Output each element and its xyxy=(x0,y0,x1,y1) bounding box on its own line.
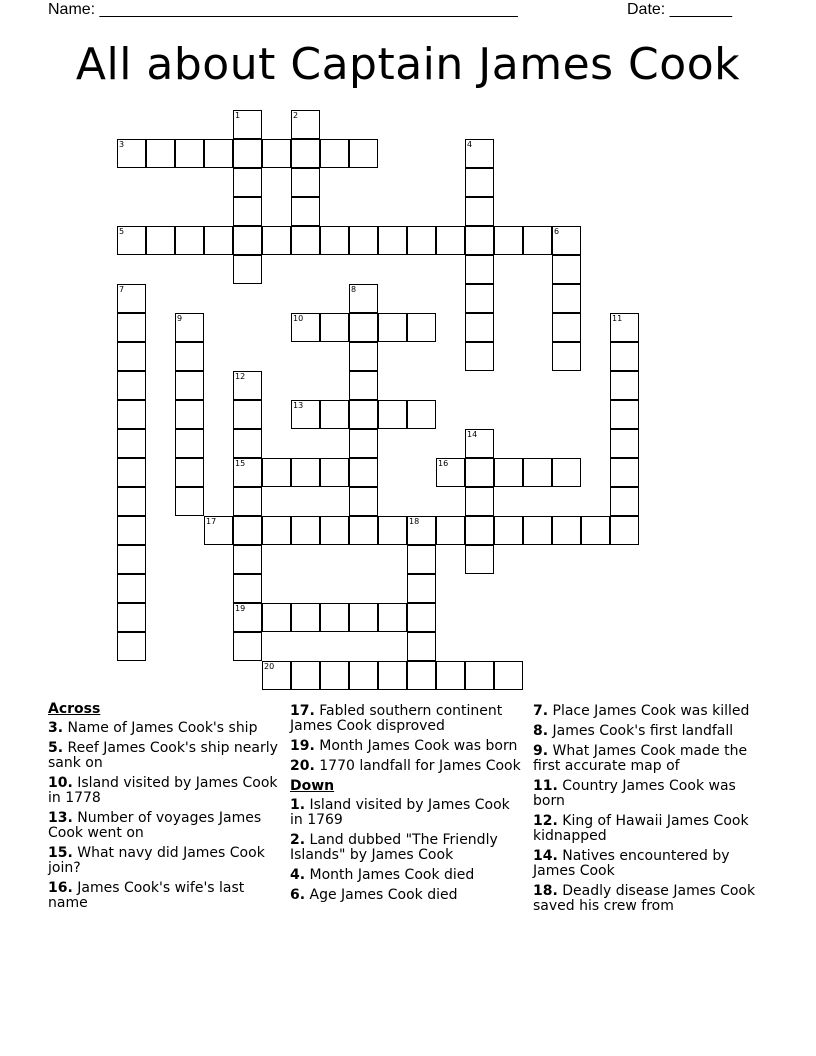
grid-cell[interactable] xyxy=(291,458,320,487)
grid-cell[interactable] xyxy=(117,545,146,574)
grid-cell[interactable] xyxy=(610,429,639,458)
grid-cell[interactable] xyxy=(117,458,146,487)
grid-cell[interactable] xyxy=(233,197,262,226)
clue-item-number: 15. xyxy=(48,845,73,861)
clue-item-number: 2. xyxy=(290,832,306,848)
clue-number: 12 xyxy=(235,372,246,381)
clue-item-text: Reef James Cook's ship nearly sank on xyxy=(48,740,278,771)
grid-cell[interactable] xyxy=(233,139,262,168)
grid-cell[interactable] xyxy=(291,197,320,226)
clue-number: 19 xyxy=(235,604,246,613)
grid-cell[interactable] xyxy=(349,342,378,371)
grid-cell[interactable] xyxy=(117,139,146,168)
grid-cell[interactable] xyxy=(378,661,407,690)
grid-cell[interactable] xyxy=(378,313,407,342)
grid-cell[interactable] xyxy=(465,226,494,255)
grid-cell[interactable] xyxy=(117,516,146,545)
grid-cell[interactable] xyxy=(117,284,146,313)
grid-cell[interactable] xyxy=(117,342,146,371)
grid-cell[interactable] xyxy=(175,313,204,342)
clue-number: 2 xyxy=(293,111,299,120)
clue-item xyxy=(290,704,522,734)
clue-item-text: What James Cook made the first accurate map of xyxy=(533,743,748,774)
grid-cell[interactable] xyxy=(465,313,494,342)
grid-cell[interactable] xyxy=(175,458,204,487)
grid-cell[interactable] xyxy=(291,168,320,197)
grid-cell[interactable] xyxy=(349,603,378,632)
clue-item xyxy=(533,779,769,809)
grid-cell[interactable] xyxy=(610,313,639,342)
clue-item xyxy=(533,814,769,844)
grid-cell[interactable] xyxy=(378,400,407,429)
clue-item-number: 12. xyxy=(533,813,558,829)
grid-cell[interactable] xyxy=(378,603,407,632)
clue-item-text: Island visited by James Cook in 1778 xyxy=(48,775,278,806)
clue-number: 5 xyxy=(119,227,125,236)
grid-cell[interactable] xyxy=(175,400,204,429)
grid-cell[interactable] xyxy=(175,429,204,458)
clue-item-number: 13. xyxy=(48,810,73,826)
grid-cell[interactable] xyxy=(407,516,436,545)
grid-cell[interactable] xyxy=(523,226,552,255)
grid-cell[interactable] xyxy=(320,313,349,342)
grid-cell[interactable] xyxy=(610,516,639,545)
grid-cell[interactable] xyxy=(117,603,146,632)
grid-cell[interactable] xyxy=(320,516,349,545)
grid-cell[interactable] xyxy=(378,226,407,255)
clue-item xyxy=(48,881,280,911)
clue-number: 13 xyxy=(293,401,304,410)
grid-cell[interactable] xyxy=(523,516,552,545)
grid-cell[interactable] xyxy=(349,429,378,458)
clues-column-2 xyxy=(290,700,522,908)
grid-cell[interactable] xyxy=(436,516,465,545)
grid-cell[interactable] xyxy=(117,632,146,661)
clue-item-number: 19. xyxy=(290,738,315,754)
grid-cell[interactable] xyxy=(552,255,581,284)
clue-item-number: 11. xyxy=(533,778,558,794)
grid-cell[interactable] xyxy=(407,226,436,255)
grid-cell[interactable] xyxy=(262,516,291,545)
clue-item-number: 6. xyxy=(290,887,306,903)
grid-cell[interactable] xyxy=(204,226,233,255)
clue-item-text: 1770 landfall for James Cook xyxy=(314,758,521,774)
grid-cell[interactable] xyxy=(233,603,262,632)
clue-item-text: Month James Cook was born xyxy=(314,738,518,754)
clue-item-number: 17. xyxy=(290,703,315,719)
clue-number: 11 xyxy=(612,314,623,323)
clue-item-text: Natives encountered by James Cook xyxy=(533,848,730,879)
clue-item xyxy=(290,759,522,774)
grid-cell[interactable] xyxy=(233,226,262,255)
clue-item-number: 16. xyxy=(48,880,73,896)
clue-item-text: Place James Cook was killed xyxy=(548,703,750,719)
grid-cell[interactable] xyxy=(407,313,436,342)
grid-cell[interactable] xyxy=(175,226,204,255)
clue-number: 3 xyxy=(119,140,125,149)
name-line[interactable]: Name: _______________________________________________ xyxy=(48,1,518,18)
grid-cell[interactable] xyxy=(233,429,262,458)
grid-cell[interactable] xyxy=(378,516,407,545)
grid-cell[interactable] xyxy=(610,458,639,487)
grid-cell[interactable] xyxy=(465,516,494,545)
grid-cell[interactable] xyxy=(175,371,204,400)
clue-item-number: 10. xyxy=(48,775,73,791)
clue-number: 7 xyxy=(119,285,125,294)
grid-cell[interactable] xyxy=(291,313,320,342)
clues-column-1 xyxy=(48,700,280,916)
grid-cell[interactable] xyxy=(117,487,146,516)
down-clue-list xyxy=(290,798,522,903)
grid-cell[interactable] xyxy=(610,342,639,371)
clue-item-number: 14. xyxy=(533,848,558,864)
clue-item xyxy=(290,833,522,863)
clue-item-number: 9. xyxy=(533,743,549,759)
grid-cell[interactable] xyxy=(349,139,378,168)
grid-cell[interactable] xyxy=(320,458,349,487)
grid-cell[interactable] xyxy=(233,110,262,139)
grid-cell[interactable] xyxy=(523,458,552,487)
grid-cell[interactable] xyxy=(465,168,494,197)
grid-cell[interactable] xyxy=(552,313,581,342)
grid-cell[interactable] xyxy=(552,458,581,487)
grid-cell[interactable] xyxy=(465,545,494,574)
grid-cell[interactable] xyxy=(233,487,262,516)
grid-cell[interactable] xyxy=(117,429,146,458)
grid-cell[interactable] xyxy=(204,516,233,545)
grid-cell[interactable] xyxy=(262,458,291,487)
grid-cell[interactable] xyxy=(465,255,494,284)
clue-item xyxy=(533,704,769,719)
clue-item xyxy=(290,739,522,754)
clue-item-text: Month James Cook died xyxy=(305,867,475,883)
grid-cell[interactable] xyxy=(407,545,436,574)
grid-cell[interactable] xyxy=(233,371,262,400)
grid-cell[interactable] xyxy=(175,342,204,371)
grid-cell[interactable] xyxy=(349,458,378,487)
clue-item-number: 20. xyxy=(290,758,315,774)
grid-cell[interactable] xyxy=(349,400,378,429)
date-line[interactable]: Date: _______ xyxy=(627,1,732,18)
clue-item xyxy=(533,744,769,774)
clue-item xyxy=(533,724,769,739)
grid-cell[interactable] xyxy=(465,197,494,226)
clues-column-3 xyxy=(533,700,769,919)
clue-number: 14 xyxy=(467,430,478,439)
down-heading: Down xyxy=(290,778,335,794)
clue-number: 17 xyxy=(206,517,217,526)
grid-cell[interactable] xyxy=(465,342,494,371)
grid-cell[interactable] xyxy=(349,487,378,516)
grid-cell[interactable] xyxy=(581,516,610,545)
grid-cell[interactable] xyxy=(610,487,639,516)
grid-cell[interactable] xyxy=(262,139,291,168)
clue-item-number: 4. xyxy=(290,867,306,883)
grid-cell[interactable] xyxy=(407,661,436,690)
grid-cell[interactable] xyxy=(465,487,494,516)
grid-cell[interactable] xyxy=(436,226,465,255)
grid-cell[interactable] xyxy=(320,661,349,690)
grid-cell[interactable] xyxy=(117,574,146,603)
grid-cell[interactable] xyxy=(320,400,349,429)
grid-cell[interactable] xyxy=(407,400,436,429)
grid-cell[interactable] xyxy=(349,371,378,400)
clue-item-text: Fabled southern continent James Cook disproved xyxy=(290,703,503,734)
clue-item xyxy=(48,721,280,736)
grid-cell[interactable] xyxy=(291,226,320,255)
grid-cell[interactable] xyxy=(175,139,204,168)
clue-item-number: 3. xyxy=(48,720,64,736)
grid-cell[interactable] xyxy=(610,371,639,400)
grid-cell[interactable] xyxy=(610,400,639,429)
grid-cell[interactable] xyxy=(291,516,320,545)
grid-cell[interactable] xyxy=(349,284,378,313)
clue-item xyxy=(48,741,280,771)
grid-cell[interactable] xyxy=(233,400,262,429)
across-heading: Across xyxy=(48,701,101,717)
grid-cell[interactable] xyxy=(291,400,320,429)
grid-cell[interactable] xyxy=(262,661,291,690)
clue-number: 20 xyxy=(264,662,275,671)
grid-cell[interactable] xyxy=(233,574,262,603)
grid-cell[interactable] xyxy=(349,516,378,545)
grid-cell[interactable] xyxy=(407,574,436,603)
grid-cell[interactable] xyxy=(465,458,494,487)
grid-cell[interactable] xyxy=(494,516,523,545)
grid-cell[interactable] xyxy=(349,226,378,255)
clue-item-number: 7. xyxy=(533,703,549,719)
clue-item xyxy=(290,888,522,903)
clue-item-text: Land dubbed "The Friendly Islands" by James Cook xyxy=(290,832,498,863)
grid-cell[interactable] xyxy=(436,661,465,690)
clue-item xyxy=(48,811,280,841)
clue-number: 9 xyxy=(177,314,183,323)
clue-item-text: Island visited by James Cook in 1769 xyxy=(290,797,510,828)
grid-cell[interactable] xyxy=(552,226,581,255)
clue-item xyxy=(48,776,280,806)
grid-cell[interactable] xyxy=(320,226,349,255)
clue-number: 16 xyxy=(438,459,449,468)
clue-item xyxy=(290,798,522,828)
grid-cell[interactable] xyxy=(262,226,291,255)
across-clue-list-continued xyxy=(290,704,522,774)
grid-cell[interactable] xyxy=(349,313,378,342)
grid-cell[interactable] xyxy=(175,487,204,516)
grid-cell[interactable] xyxy=(117,226,146,255)
down-clue-list-continued xyxy=(533,704,769,914)
clue-number: 18 xyxy=(409,517,420,526)
clue-number: 8 xyxy=(351,285,357,294)
clue-item-text: Name of James Cook's ship xyxy=(63,720,258,736)
clue-item-text: Number of voyages James Cook went on xyxy=(48,810,262,841)
grid-cell[interactable] xyxy=(291,139,320,168)
clue-item-text: James Cook's wife's last name xyxy=(48,880,245,911)
clue-item-number: 18. xyxy=(533,883,558,899)
clue-item xyxy=(533,849,769,879)
clue-item-number: 8. xyxy=(533,723,549,739)
grid-cell[interactable] xyxy=(233,545,262,574)
grid-cell[interactable] xyxy=(146,226,175,255)
clue-number: 6 xyxy=(554,227,560,236)
clue-item-text: What navy did James Cook join? xyxy=(48,845,265,876)
grid-cell[interactable] xyxy=(233,632,262,661)
clue-number: 1 xyxy=(235,111,241,120)
grid-cell[interactable] xyxy=(233,458,262,487)
clue-item-number: 5. xyxy=(48,740,64,756)
clue-item-text: Deadly disease James Cook saved his crew from xyxy=(533,883,756,914)
grid-cell[interactable] xyxy=(407,603,436,632)
grid-cell[interactable] xyxy=(465,661,494,690)
grid-cell[interactable] xyxy=(320,603,349,632)
grid-cell[interactable] xyxy=(320,139,349,168)
grid-cell[interactable] xyxy=(233,516,262,545)
grid-cell[interactable] xyxy=(146,139,175,168)
grid-cell[interactable] xyxy=(291,603,320,632)
across-clue-list xyxy=(48,721,280,911)
grid-cell[interactable] xyxy=(465,139,494,168)
clue-item xyxy=(290,868,522,883)
grid-cell[interactable] xyxy=(291,661,320,690)
grid-cell[interactable] xyxy=(407,632,436,661)
grid-cell[interactable] xyxy=(233,168,262,197)
clue-item-text: Age James Cook died xyxy=(305,887,458,903)
clue-item xyxy=(533,884,769,914)
grid-cell[interactable] xyxy=(552,284,581,313)
grid-cell[interactable] xyxy=(262,603,291,632)
grid-cell[interactable] xyxy=(233,255,262,284)
clue-number: 15 xyxy=(235,459,246,468)
grid-cell[interactable] xyxy=(117,400,146,429)
grid-cell[interactable] xyxy=(552,342,581,371)
grid-cell[interactable] xyxy=(465,429,494,458)
clue-item-text: King of Hawaii James Cook kidnapped xyxy=(533,813,749,844)
grid-cell[interactable] xyxy=(494,458,523,487)
clue-number: 10 xyxy=(293,314,304,323)
grid-cell[interactable] xyxy=(204,139,233,168)
page-title: All about Captain James Cook xyxy=(75,39,741,90)
grid-cell[interactable] xyxy=(349,661,378,690)
grid-cell[interactable] xyxy=(494,661,523,690)
grid-cell[interactable] xyxy=(494,226,523,255)
grid-cell[interactable] xyxy=(117,371,146,400)
grid-cell[interactable] xyxy=(117,313,146,342)
clue-item-text: James Cook's first landfall xyxy=(548,723,734,739)
clue-number: 4 xyxy=(467,140,473,149)
clue-item-number: 1. xyxy=(290,797,306,813)
clue-item xyxy=(48,846,280,876)
clue-item-text: Country James Cook was born xyxy=(533,778,736,809)
grid-cell[interactable] xyxy=(436,458,465,487)
grid-cell[interactable] xyxy=(552,516,581,545)
grid-cell[interactable] xyxy=(465,284,494,313)
grid-cell[interactable] xyxy=(291,110,320,139)
